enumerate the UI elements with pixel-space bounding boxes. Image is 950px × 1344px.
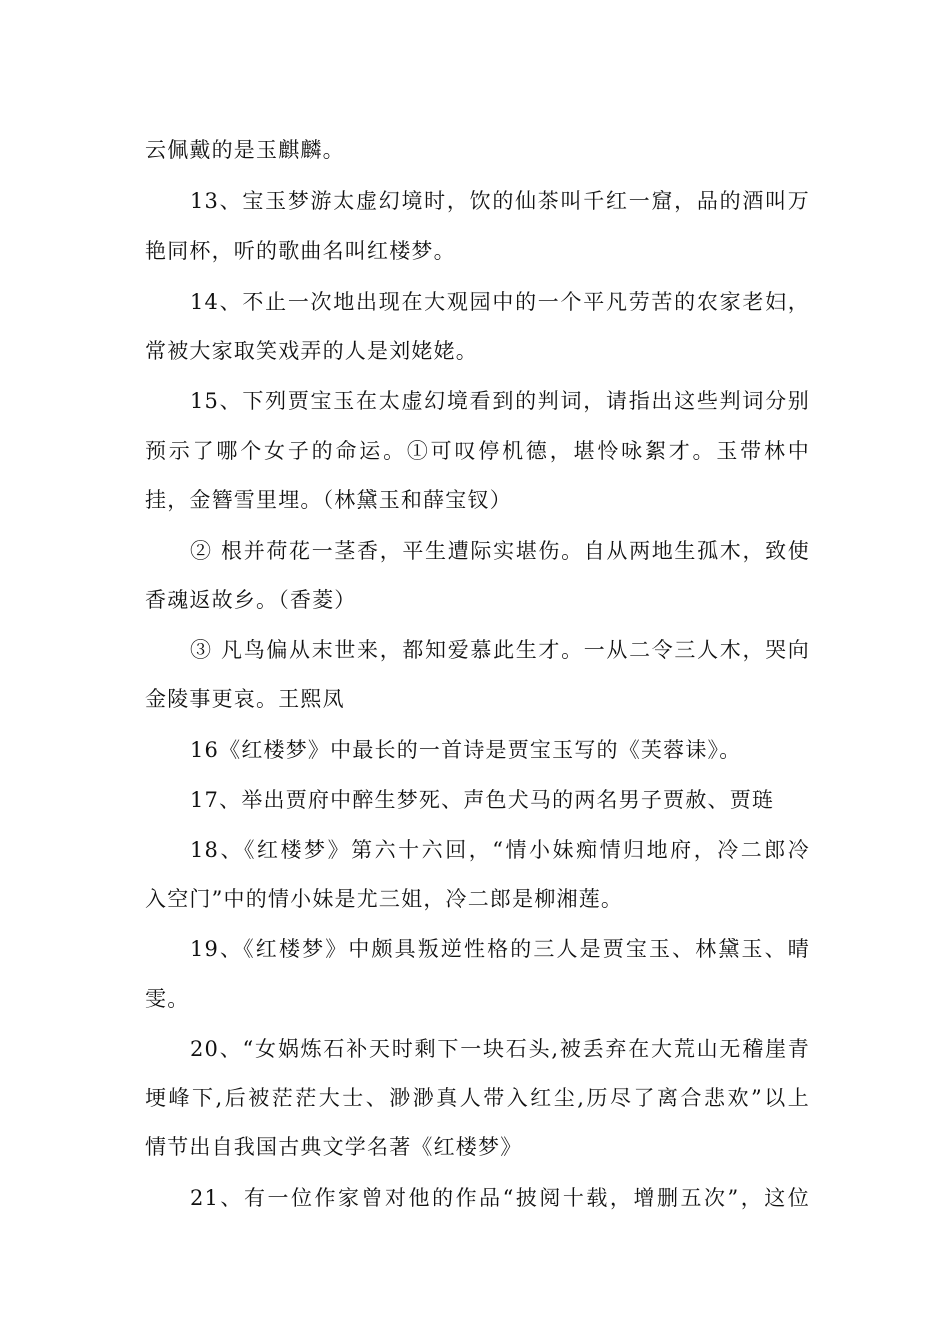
text-line: 21、有一位作家曾对他的作品“披阅十载，增删五次”，这位 (190, 1186, 810, 1210)
text-line: 艳同杯，听的歌曲名叫红楼梦。 (145, 239, 456, 263)
text-line: 17、举出贾府中醉生梦死、声色犬马的两名男子贾赦、贾琏 (190, 788, 775, 812)
text-line: 雯。 (145, 987, 190, 1011)
text-line: ③ 凡鸟偏从末世来，都知爱慕此生才。一从二令三人木，哭向 (190, 638, 810, 662)
text-line: 常被大家取笑戏弄的人是刘姥姥。 (145, 339, 478, 363)
text-line: 20、“女娲炼石补天时剩下一块石头,被丢弃在大荒山无稽崖青 (190, 1037, 810, 1061)
text-line: 情节出自我国古典文学名著《红楼梦》 (145, 1135, 523, 1159)
text-line: 19、《红楼梦》中颇具叛逆性格的三人是贾宝玉、林黛玉、晴 (190, 937, 810, 961)
text-line: 挂，金簪雪里埋。（林黛玉和薛宝钗） (145, 488, 512, 512)
text-line: 埂峰下,后被茫茫大士、渺渺真人带入红尘,历尽了离合悲欢”以上 (145, 1086, 810, 1110)
text-line: 16《红楼梦》中最长的一首诗是贾宝玉写的《芙蓉诔》。 (190, 738, 742, 762)
text-line: 入空门”中的情小妹是尤三姐，冷二郎是柳湘莲。 (145, 887, 624, 911)
text-line: 15、下列贾宝玉在太虚幻境看到的判词，请指出这些判词分别 (190, 389, 810, 413)
text-line: 预示了哪个女子的命运。①可叹停机德，堪怜咏絮才。玉带林中 (145, 439, 810, 463)
text-line: 13、宝玉梦游太虚幻境时，饮的仙茶叫千红一窟，品的酒叫万 (190, 189, 810, 213)
text-line: 香魂返故乡。（香菱） (145, 588, 357, 612)
text-line: ② 根并荷花一茎香，平生遭际实堪伤。自从两地生孤木，致使 (190, 539, 810, 563)
text-line: 14、不止一次地出现在大观园中的一个平凡劳苦的农家老妇， (190, 290, 810, 314)
text-line: 金陵事更哀。王熙凤 (145, 687, 345, 711)
text-line: 云佩戴的是玉麒麟。 (145, 138, 345, 162)
text-line: 18、《红楼梦》第六十六回，“情小妹痴情归地府，冷二郎冷 (190, 838, 810, 862)
